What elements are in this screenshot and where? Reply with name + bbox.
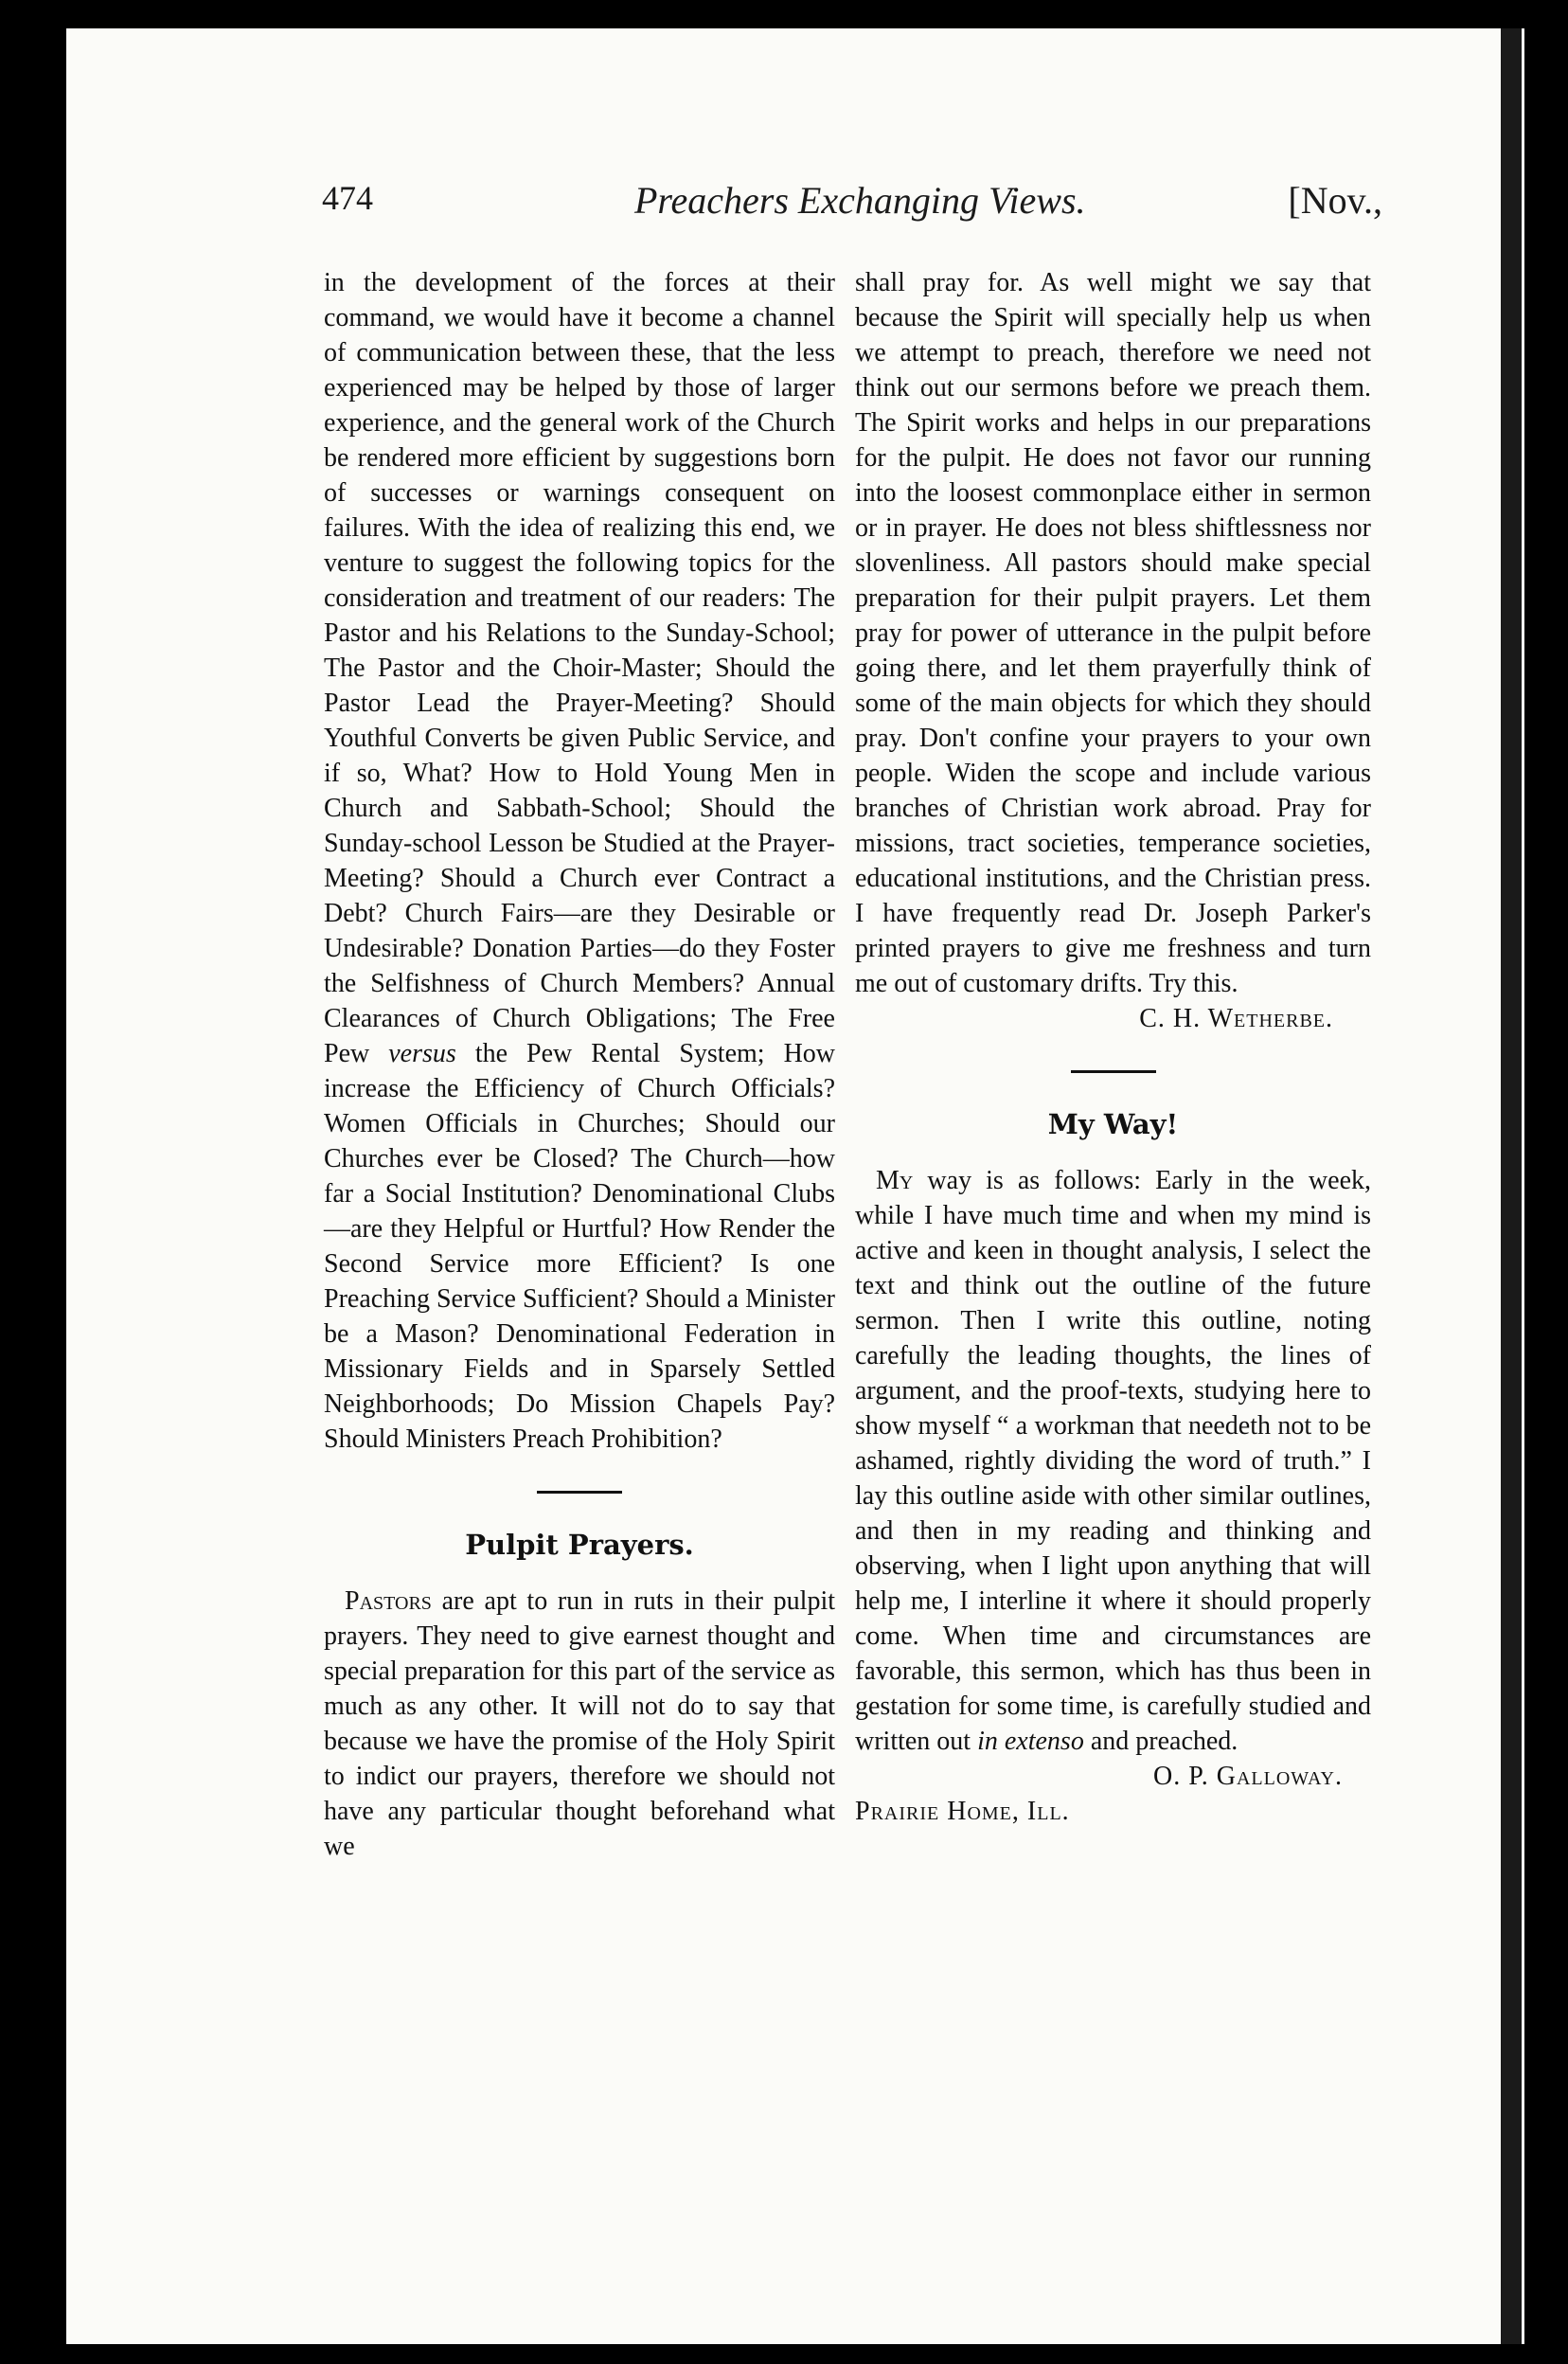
in-extenso-italic: in extenso [977, 1727, 1084, 1756]
versus-italic: versus [388, 1039, 456, 1068]
pulpit-prayers-paragraph [324, 1584, 835, 1864]
section-heading-pulpit-prayers: Pulpit Prayers. [465, 1529, 694, 1561]
pulpit-prayers-continued: shall pray for. As well might we say that because the Spirit will specially help us when we attempt to preach, therefore we need not think out our sermons before we preach them. The Spirit works and helps in our preparations for the pulpit. He does not favor our running into the loosest commonplace either in sermon or in prayer. He does not bless shiftlessness nor slovenliness. All pastors should make special preparation for their pulpit prayers. Let them pray for power of utterance in the pulpit before going there, and let them prayerfully think of some of the main objects for which they should pray. Don't confine your prayers to your own people. Widen the scope and include various branches of Christian work abroad. Pray for missions, tract societies, temperance societies, educational institutions, and the Christian press. I have frequently read Dr. Joseph Parker's printed prayers to give me freshness and turn me out of customary drifts. Try this. [855, 268, 1371, 998]
running-month: [Nov., [1288, 179, 1382, 222]
lead-word: My [876, 1166, 914, 1195]
signature-wetherbe: C. H. Wetherbe. [1139, 1004, 1333, 1033]
right-column [855, 265, 1371, 1829]
my-way-text-end: and preached. [1090, 1727, 1238, 1756]
my-way-paragraph [855, 1163, 1372, 1791]
topics-paragraph [324, 265, 835, 1457]
topics-text-2: the Pew Rental System; How increase the Efficiency of Church Officials? Women Officials in Churches; Should our Churches ever be Closed? The Church—how far a Social Institution? Denominational Clubs—are they Helpful or Hurtful? How Render the Second Service more Efficient? Is one Preaching Service Sufficient? Should a Minister be a Mason? Denominational Federation in Missionary Fields and in Sparsely Settled Neighborhoods; Do Mission Chapels Pay? Should Ministers Preach Prohibition? [324, 1039, 836, 1454]
page-number: 474 [322, 179, 373, 217]
section-divider [1071, 1070, 1156, 1073]
my-way-text: way is as follows: Early in the week, while I have much time and when my mind is active and keen in thought analysis, I select the text and think out the outline of the future sermon. Then I write this outline, noting carefully the leading thoughts, the lines of argument, and the proof-texts, studying here to show myself “ a workman that needeth not to be ashamed, rightly dividing the word of truth.” I lay this outline aside with other similar outlines, and then in my reading and thinking and observing, when I light upon anything that will help me, I interline it where it should properly come. When time and circumstances are favorable, this sermon, which has thus been in gestation for some time, is carefully studied and written out [855, 1166, 1372, 1756]
left-column [324, 265, 835, 1864]
topics-text-1: in the development of the forces at their command, we would have it become a channel of communication between these, that the less experienced may be helped by those of larger experience, and the general work of the Church be rendered more efficient by suggestions born of successes or warnings consequent on failures. With the idea of realizing this end, we venture to suggest the following topics for the consideration and treatment of our readers: The Pastor and his Relations to the Sunday-School; The Pastor and the Choir-Master; Should the Pastor Lead the Prayer-Meeting? Should Youthful Converts be given Public Service, and if so, What? How to Hold Young Men in Church and Sabbath-School; Should the Sunday-school Lesson be Studied at the Prayer-Meeting? Should a Church ever Contract a Debt? Church Fairs—are they Desirable or Undesirable? Donation Parties—do they Foster the Selfishness of Church Members? Annual Clearances of Church Obligations; The Free Pew [324, 268, 835, 1068]
facing-page-edge [1501, 28, 1522, 2344]
place-line: Prairie Home, Ill. [855, 1797, 1070, 1826]
running-title: Preachers Exchanging Views. [634, 179, 1086, 222]
section-heading-my-way: My Way! [1047, 1108, 1179, 1140]
signature-galloway: O. P. Galloway. [1153, 1762, 1343, 1791]
running-header [322, 178, 1382, 244]
section-divider [537, 1491, 622, 1494]
pulpit-prayers-text: are apt to run in ruts in their pulpit prayers. They need to give earnest thought and special preparation for this part of the service as much as any other. It will not do to say that because we have the promise of the Holy Spirit to indict our prayers, therefore we should not have any particular thought beforehand what we [324, 1586, 836, 1861]
lead-word: Pastors [345, 1586, 432, 1616]
